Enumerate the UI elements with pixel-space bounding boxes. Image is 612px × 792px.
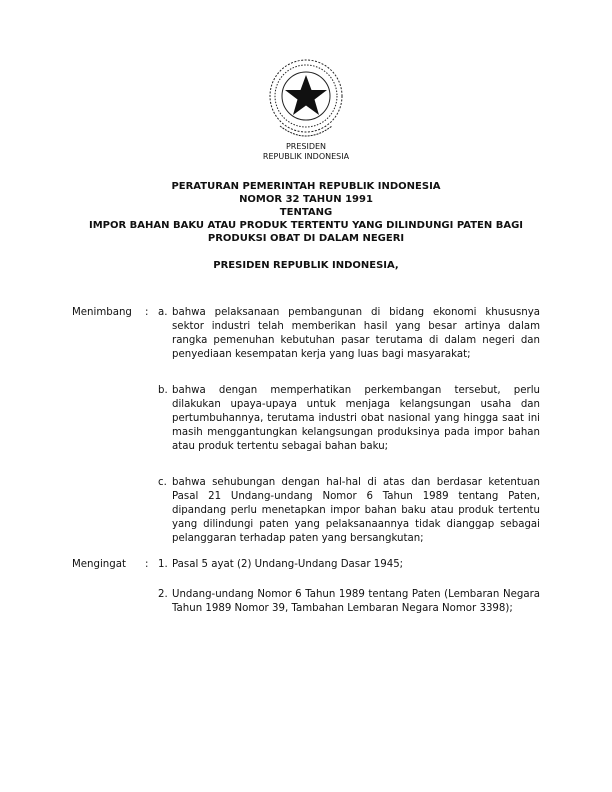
item-number: a. [158, 307, 168, 318]
item-number: 1. [158, 559, 168, 570]
document-subject-line1: IMPOR BAHAN BAKU ATAU PRODUK TERTENTU YANG DILINDUNGI PATEN BAGI [88, 220, 524, 231]
header-presiden: PRESIDEN [285, 142, 327, 151]
menimbang-item-b: bahwa dengan memperhatikan perkembangan tersebut, perlu dilakukan upaya-upaya untuk menjaga kelangsungan usaha dan pertumbuhannya, terutama industri obat nasional yang hingga saat ini masih menggantungkan kelangsungan produksinya pada impor bahan atau produk tertentu sebagai bahan baku; [172, 385, 540, 452]
document-tentang: TENTANG [279, 207, 333, 218]
menimbang-item-a: bahwa pelaksanaan pembangunan di bidang ekonomi khususnya sektor industri telah memberikan hasil yang besar artinya dalam rangka pemenuhan kebutuhan pasar terutama di dalam negeri dan penyediaan kesempatan kerja yang luas bagi masyarakat; [172, 307, 540, 360]
document-title: PERATURAN PEMERINTAH REPUBLIK INDONESIA [171, 181, 441, 192]
menimbang-item-c: bahwa sehubungan dengan hal-hal di atas dan berdasar ketentuan Pasal 21 Undang-undang Nomor 6 Tahun 1989 tentang Paten, dipandang perlu menetapkan impor bahan baku atau produk tertentu yang dilindungi paten yang pelaksanaannya tidak dianggap sebagai pelanggaran terhadap paten yang bersangkutan; [172, 477, 540, 544]
mengingat-item-2: Undang-undang Nomor 6 Tahun 1989 tentang Paten (Lembaran Negara Tahun 1989 Nomor 39, Tambahan Lembaran Negara Nomor 3398); [172, 589, 540, 614]
menimbang-colon: : [145, 307, 149, 318]
item-number: c. [158, 477, 167, 488]
issuer-heading: PRESIDEN REPUBLIK INDONESIA, [213, 260, 399, 271]
item-number: 2. [158, 589, 168, 600]
mengingat-label: Mengingat [72, 559, 126, 570]
presidential-seal-icon [266, 56, 346, 144]
item-number: b. [158, 385, 168, 396]
header-republik-indonesia: REPUBLIK INDONESIA [262, 152, 350, 161]
menimbang-label: Menimbang [72, 307, 132, 318]
mengingat-colon: : [145, 559, 149, 570]
mengingat-item-1: Pasal 5 ayat (2) Undang-Undang Dasar 1945; [172, 559, 404, 570]
document-subject-line2: PRODUKSI OBAT DI DALAM NEGERI [207, 233, 405, 244]
document-number: NOMOR 32 TAHUN 1991 [239, 194, 373, 205]
